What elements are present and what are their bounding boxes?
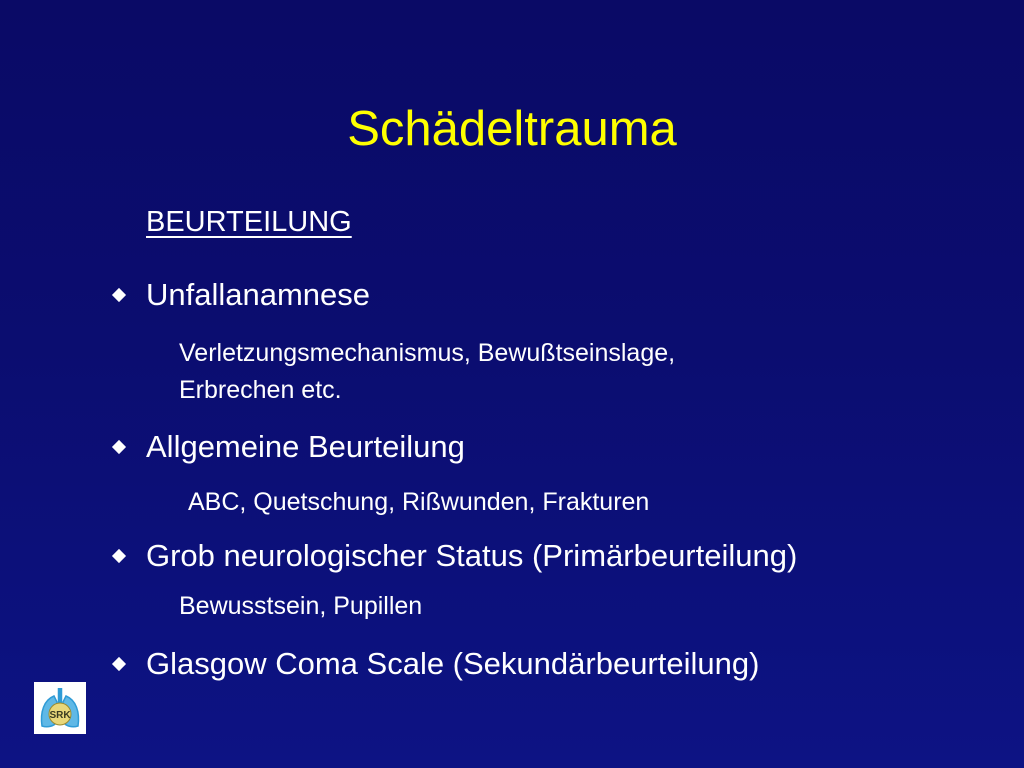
diamond-bullet-icon [112, 657, 126, 671]
bullet-label: Allgemeine Beurteilung [146, 429, 465, 464]
bullet-label: Glasgow Coma Scale (Sekundärbeurteilung) [146, 646, 760, 681]
slide-subtitle: BEURTEILUNG [146, 206, 352, 238]
bullet-item [114, 428, 465, 465]
bullet-label: Grob neurologischer Status (Primärbeurteilung) [146, 538, 798, 573]
bullet-detail: Verletzungsmechanismus, Bewußtseinslage, [179, 339, 676, 367]
logo-text: SRK [49, 710, 71, 721]
bullet-item [114, 276, 370, 313]
bullet-detail: ABC, Quetschung, Rißwunden, Frakturen [188, 488, 650, 516]
bullet-detail: Erbrechen etc. [179, 376, 342, 404]
bullet-detail: Bewusstsein, Pupillen [179, 592, 423, 620]
diamond-bullet-icon [112, 440, 126, 454]
lungs-logo-icon [34, 682, 86, 734]
diamond-bullet-icon [112, 549, 126, 563]
bullet-label: Unfallanamnese [146, 277, 371, 312]
slide-title: Schädeltrauma [347, 102, 677, 156]
bullet-item [114, 537, 797, 574]
bullet-item [114, 645, 759, 682]
diamond-bullet-icon [112, 288, 126, 302]
